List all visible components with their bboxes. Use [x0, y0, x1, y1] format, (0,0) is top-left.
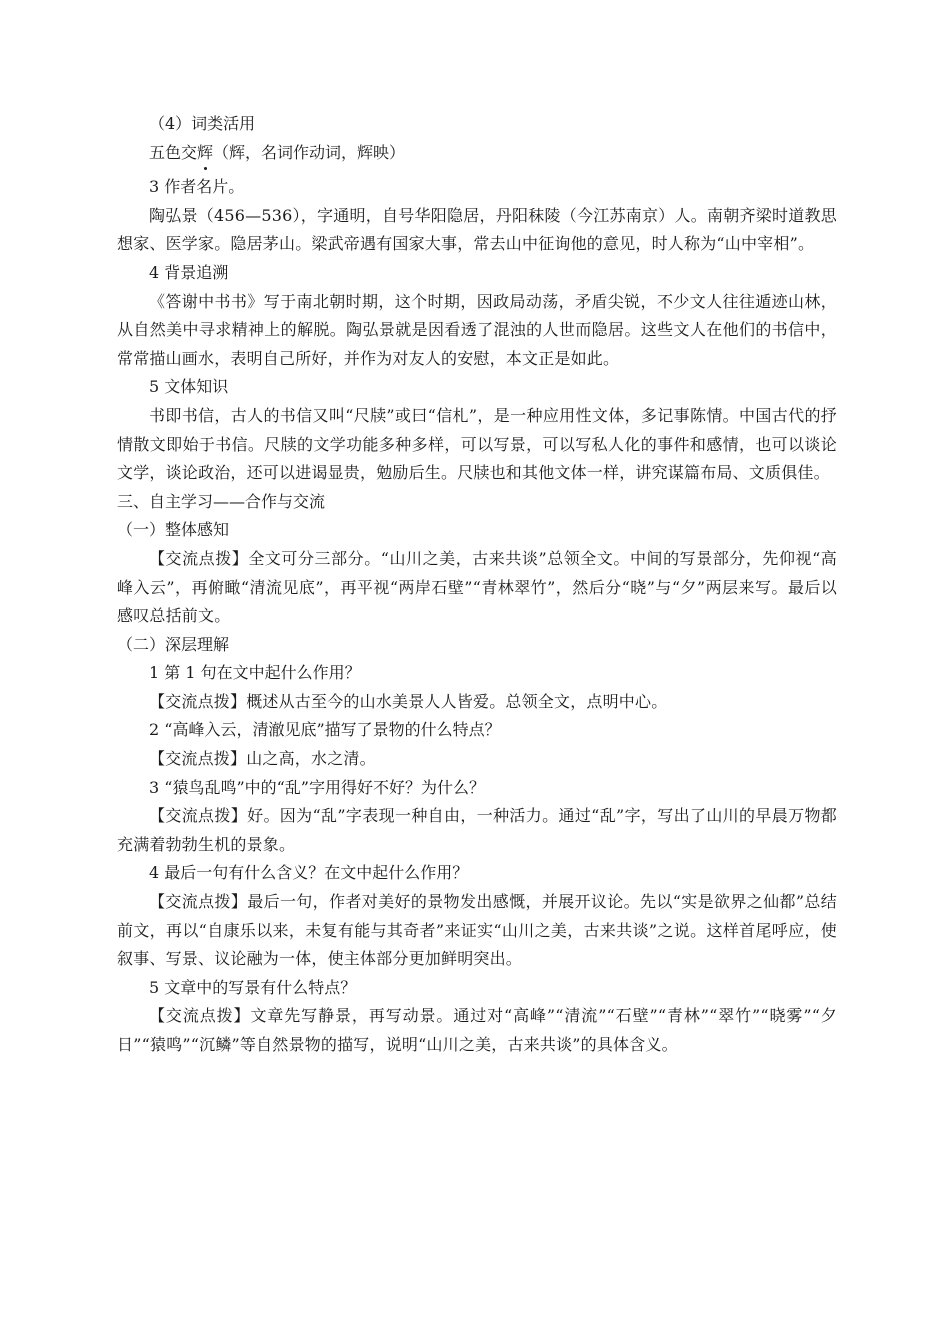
question-3: 3 “猿鸟乱鸣”中的“乱”字用得好不好？为什么？: [149, 777, 485, 797]
paragraph-author-bio: 陶弘景（456—536），字通明，自号华阳隐居，丹阳秣陵（今江苏南京）人。南朝齐梁时道教思想家、医学家。隐居茅山。梁武帝遇有国家大事，常去山中征询他的意见，时人称为“山中宰相”。: [117, 205, 837, 254]
subheading-overall-perception: （一）整体感知: [117, 520, 230, 540]
paragraph-overall-perception: 【交流点拨】全文可分三部分。“山川之美，古来共谈”总领全文。中间的写景部分，先仰视“高峰入云”，再俯瞰“清流见底”，再平视“两岸石壁”“青林翠竹”，然后分“晓”与“夕”两层来写。最后以感叹总括前文。: [117, 548, 837, 626]
emphasized-character: 辉: [197, 139, 213, 168]
document-page: [117, 110, 837, 1060]
subsection-heading-word-class: （4）词类活用: [149, 114, 256, 133]
subheading-deep-understanding: （二）深层理解: [117, 634, 230, 654]
word-class-example: [117, 139, 837, 168]
heading-author-card: 3 作者名片。: [149, 177, 245, 197]
answer-1: 【交流点拨】概述从古至今的山水美景人人皆爱。总领全文，点明中心。: [149, 691, 668, 711]
question-4: 4 最后一句有什么含义？在文中起什么作用？: [149, 863, 469, 883]
heading-genre-knowledge: 5 文体知识: [149, 377, 229, 397]
example-text-end: （辉，名词作动词，辉映）: [213, 142, 406, 162]
section-heading-self-study: 三、自主学习——合作与交流: [117, 491, 326, 511]
paragraph-background: 《答谢中书书》写于南北朝时期，这个时期，因政局动荡，矛盾尖锐，不少文人往往遁迹山林，从自然美中寻求精神上的解脱。陶弘景就是因看透了混浊的人世而隐居。这些文人在他们的书信中，常常描山画水，表明自己所好，并作为对友人的安慰，本文正是如此。: [117, 291, 837, 368]
question-1: 1 第 1 句在文中起什么作用？: [149, 663, 361, 683]
heading-background: 4 背景追溯: [149, 262, 229, 282]
answer-4: 【交流点拨】最后一句，作者对美好的景物发出感慨，并展开议论。先以“实是欲界之仙都”总结前文，再以“自康乐以来，未复有能与其奇者”来证实“山川之美，古来共谈”之说。这样首尾呼应，使叙事、写景、议论融为一体，使主体部分更加鲜明突出。: [117, 892, 837, 969]
question-2: 2 “高峰入云，清澈见底”描写了景物的什么特点？: [149, 720, 501, 740]
example-text-start: 五色交: [149, 142, 198, 162]
question-5: 5 文章中的写景有什么特点？: [149, 977, 357, 997]
answer-5: 【交流点拨】文章先写静景，再写动景。通过对“高峰”“清流”“石壁”“青林”“翠竹”“晓雾”“夕日”“猿鸣”“沉鳞”等自然景物的描写，说明“山川之美，古来共谈”的具体含义。: [117, 1006, 837, 1054]
paragraph-genre-knowledge: 书即书信，古人的书信又叫“尺牍”或曰“信札”，是一种应用性文体，多记事陈情。中国古代的抒情散文即始于书信。尺牍的文学功能多种多样，可以写景，可以写私人化的事件和感情，也可以谈论文学，谈论政治，还可以进谒显贵，勉励后生。尺牍也和其他文体一样，讲究谋篇布局、文质俱佳。: [117, 405, 837, 483]
answer-2: 【交流点拨】山之高，水之清。: [149, 749, 376, 769]
answer-3: 【交流点拨】好。因为“乱”字表现一种自由，一种活力。通过“乱”字，写出了山川的早晨万物都充满着勃勃生机的景象。: [117, 806, 837, 854]
